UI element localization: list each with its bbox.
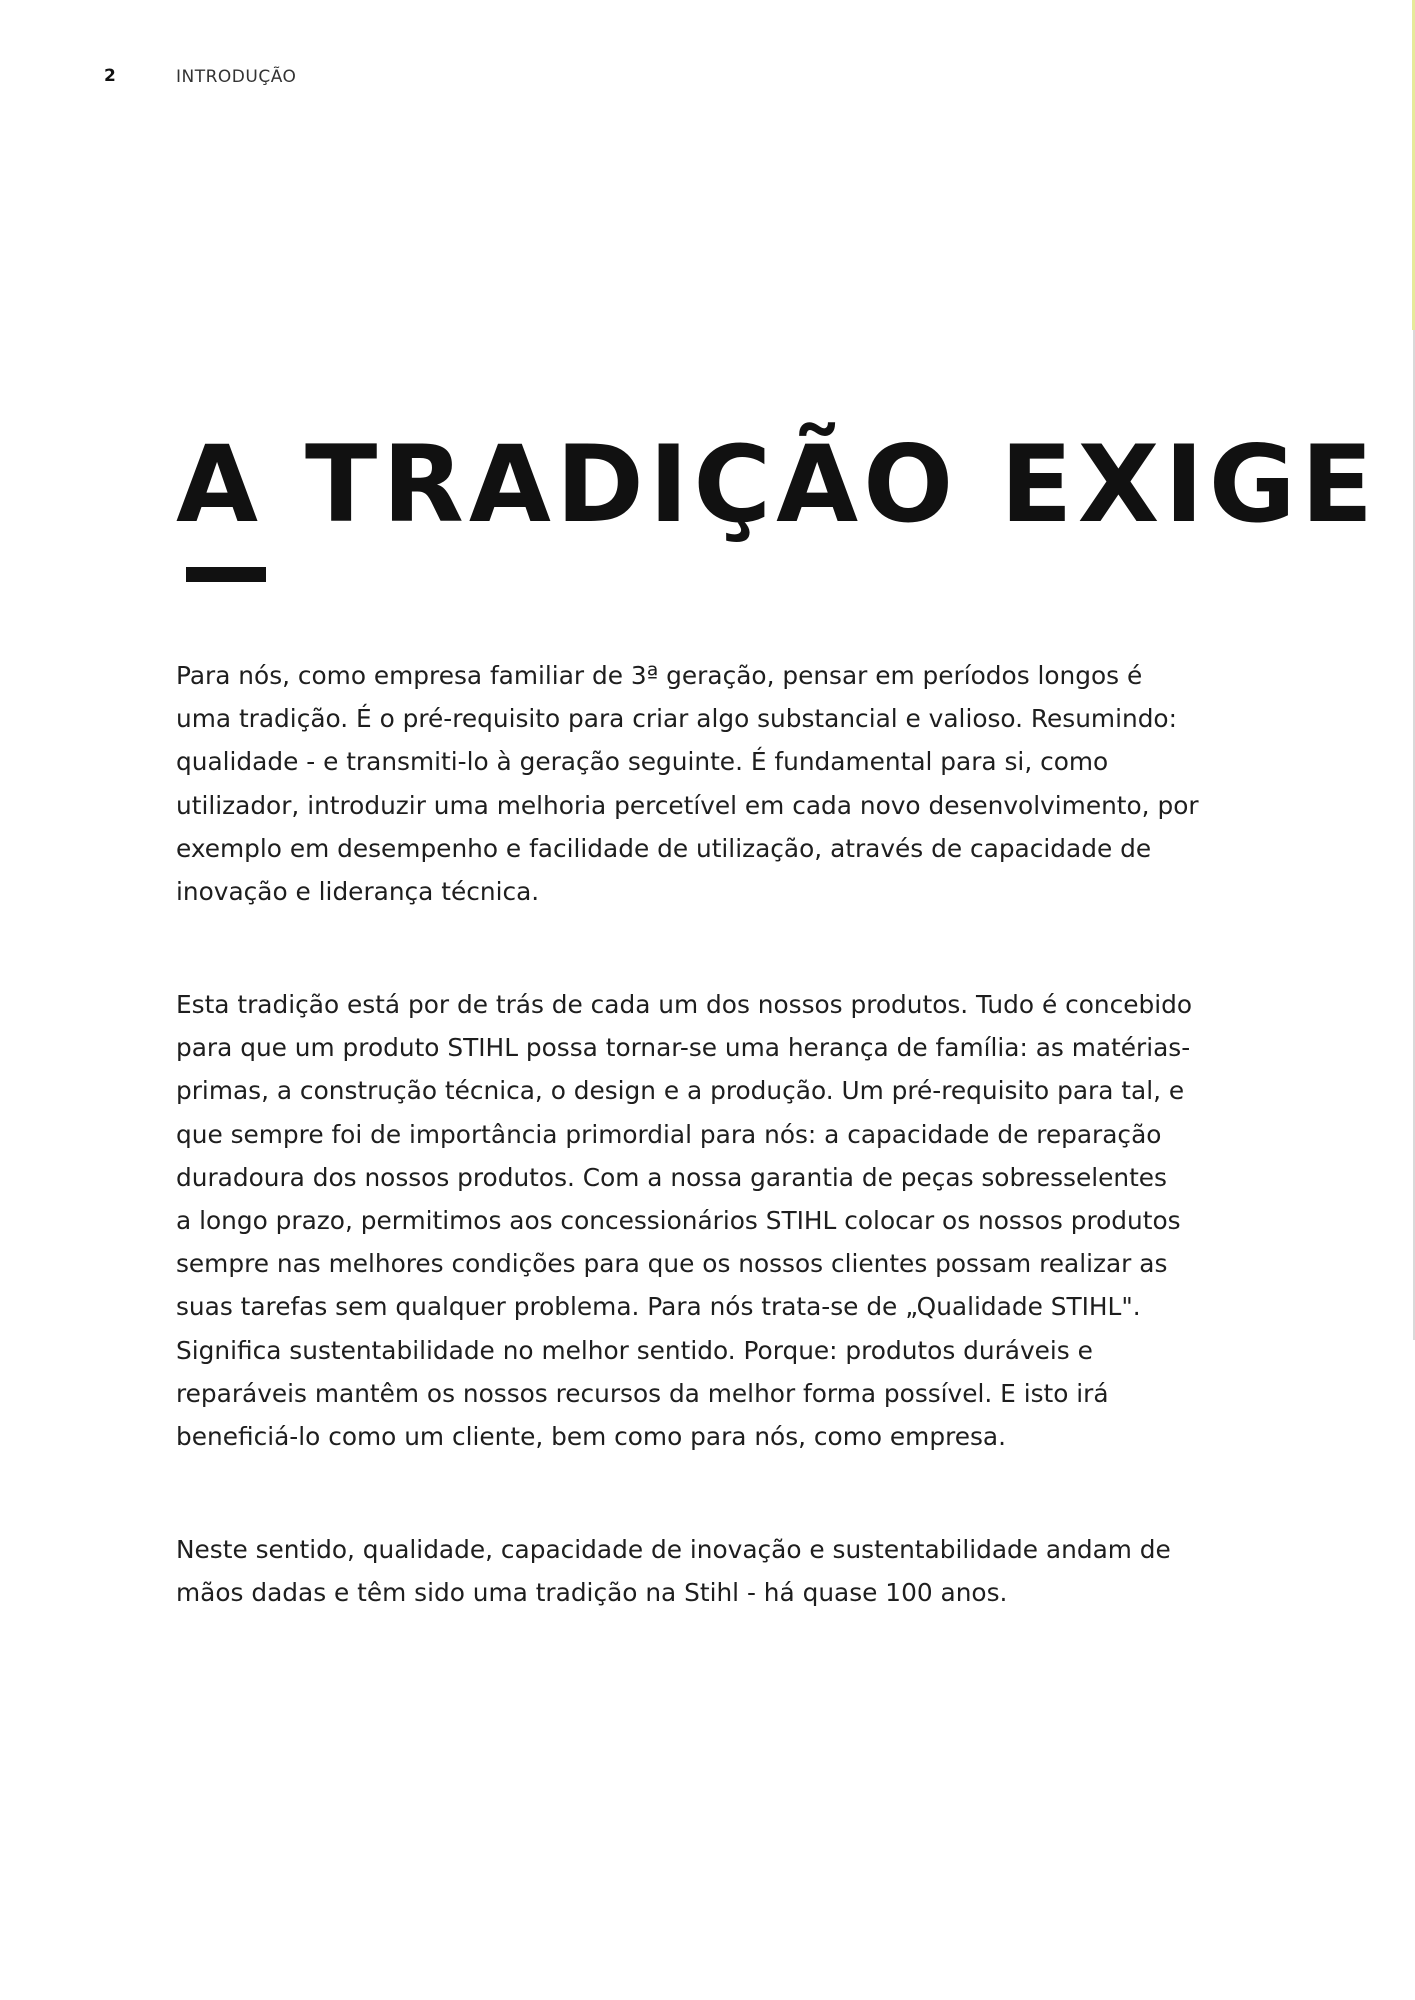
text-line: reparáveis mantêm os nossos recursos da melhor forma possível. E isto irá xyxy=(176,1378,1109,1408)
text-line: para que um produto STIHL possa tornar-se uma herança de família: as matérias- xyxy=(176,1033,1191,1063)
text-line: Esta tradição está por de trás de cada um dos nossos produtos. Tudo é concebido xyxy=(176,990,1193,1019)
text-line: Significa sustentabilidade no melhor sentido. Porque: produtos duráveis e xyxy=(176,1335,1093,1365)
text-line: duradoura dos nossos produtos. Com a nossa garantia de peças sobresselentes xyxy=(176,1162,1167,1192)
text-line: a longo prazo, permitimos aos concessionários STIHL colocar os nossos produtos xyxy=(176,1206,1181,1236)
text-line: Para nós, como empresa familiar de 3ª geração, pensar em períodos longos é xyxy=(176,661,1143,690)
text-line: qualidade - e transmiti-lo à geração seguinte. É fundamental para si, como xyxy=(176,747,1109,777)
text-line: mãos dadas e têm sido uma tradição na Stihl - há quase 100 anos. xyxy=(176,1578,1008,1608)
body-paragraph-2 xyxy=(176,983,1256,1458)
text-line: Neste sentido, qualidade, capacidade de inovação e sustentabilidade andam de xyxy=(176,1535,1171,1564)
page-number: 2 xyxy=(104,66,116,86)
text-line: suas tarefas sem qualquer problema. Para nós trata-se de „Qualidade STIHL". xyxy=(176,1292,1141,1322)
text-line: primas, a construção técnica, o design e a produção. Um pré-requisito para tal, e xyxy=(176,1076,1185,1106)
text-line: inovação e liderança técnica. xyxy=(176,877,540,907)
section-label: INTRODUÇÃO xyxy=(176,67,297,87)
text-line: que sempre foi de importância primordial para nós: a capacidade de reparação xyxy=(176,1119,1162,1149)
title-underline xyxy=(186,567,266,582)
text-line: utilizador, introduzir uma melhoria percetível em cada novo desenvolvimento, por xyxy=(176,790,1199,820)
body-paragraph-3 xyxy=(176,1528,1256,1614)
text-line: sempre nas melhores condições para que os nossos clientes possam realizar as xyxy=(176,1249,1168,1279)
text-line: uma tradição. É o pré-requisito para criar algo substancial e valioso. Resumindo: xyxy=(176,704,1177,734)
text-line: beneficiá-lo como um cliente, bem como para nós, como empresa. xyxy=(176,1422,1006,1452)
page-title: A TRADIÇÃO EXIGE xyxy=(176,423,1379,546)
body-paragraph-1 xyxy=(176,654,1256,913)
text-line: exemplo em desempenho e facilidade de utilização, através de capacidade de xyxy=(176,833,1152,863)
